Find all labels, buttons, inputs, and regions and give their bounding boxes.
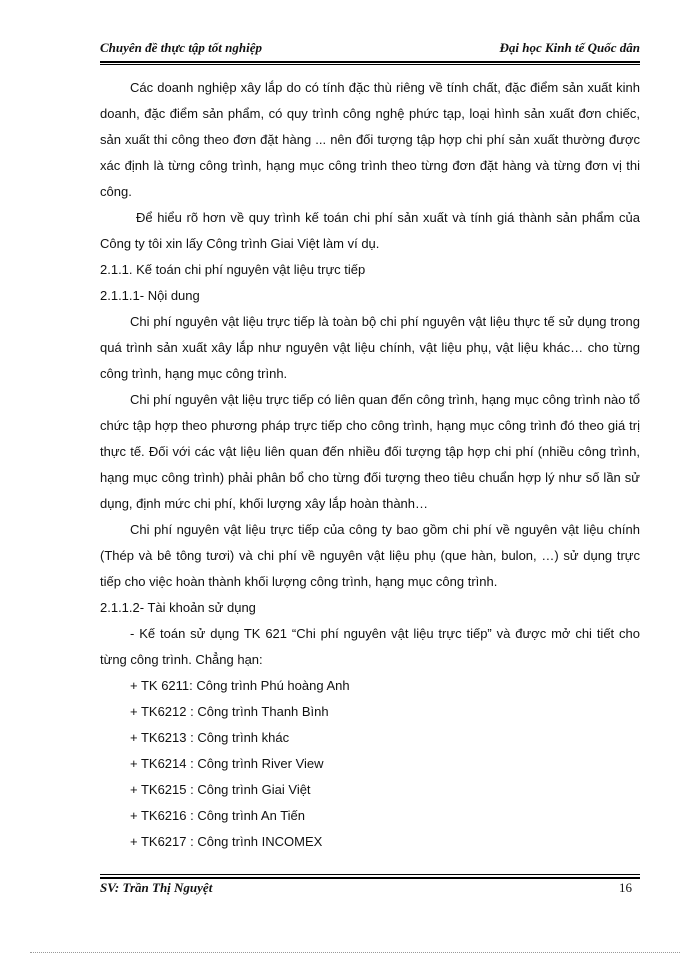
paragraph-3: Chi phí nguyên vật liệu trực tiếp là toàn bộ chi phí nguyên vật liệu thực tế sử dụng trong quá trình sản xuất xây lắp như nguyên vật liệu chính, vật liệu phụ, vật liệu khác… cho từng công trình, hạng mục công trình. (100, 314, 640, 381)
paragraph-2: Để hiểu rõ hơn về quy trình kế toán chi phí sản xuất và tính giá thành sản phẩm của Công ty tôi xin lấy Công trình Giai Việt làm ví dụ. (100, 210, 640, 251)
footer-rule-thick (100, 877, 640, 879)
account-list-item: + TK 6211: Công trình Phú hoàng Anh (130, 678, 350, 693)
header-right-title: Đại học Kinh tế Quốc dân (499, 40, 640, 55)
footer-rule-thin (100, 874, 640, 875)
account-list-item: + TK6216 : Công trình An Tiến (130, 808, 306, 823)
page-number: 16 (619, 880, 632, 895)
paragraph-6: - Kế toán sử dụng TK 621 “Chi phí nguyên vật liệu trực tiếp” và được mở chi tiết cho từng công trình. Chẳng hạn: (100, 626, 640, 667)
paragraph-4: Chi phí nguyên vật liệu trực tiếp có liên quan đến công trình, hạng mục công trình nào tổ chức tập hợp theo phương pháp trực tiếp cho công trình, hạng mục công trình đó theo giá trị thực tế. Đối với các vật liệu liên quan đến nhiều đối tượng tập hợp chi phí (nhiều công trình, hạng mục công trình) phải phân bổ cho từng đối tượng theo tiêu chuẩn hợp lý như số lần sử dụng, định mức chi phí, khối lượng xây lắp hoàn thành… (100, 392, 640, 511)
header-rule-thin (100, 64, 640, 65)
section-heading-2-1-1-2: 2.1.1.2- Tài khoản sử dụng (100, 600, 256, 615)
section-heading-2-1-1-1: 2.1.1.1- Nội dung (100, 288, 200, 303)
header-left-title: Chuyên đề thực tập tốt nghiệp (100, 40, 262, 55)
paragraph-1: Các doanh nghiệp xây lắp do có tính đặc thù riêng về tính chất, đặc điểm sản xuất kinh doanh, đặc điểm sản phẩm, có quy trình công nghệ phức tạp, loại hình sản xuất đơn chiếc, sản xuất thi công theo đơn đặt hàng ... nên đối tượng tập hợp chi phí sản xuất thường được xác định là từng công trình, hạng mục công trình theo từng đơn đặt hàng và từng đơn vị thi công. (100, 80, 640, 199)
section-heading-2-1-1: 2.1.1. Kế toán chi phí nguyên vật liệu trực tiếp (100, 262, 366, 277)
account-list-item: + TK6217 : Công trình INCOMEX (130, 834, 323, 849)
page-bottom-dotted-border (30, 952, 680, 953)
account-list-item: + TK6214 : Công trình River View (130, 756, 324, 771)
footer-author: SV: Trần Thị Nguyệt (100, 880, 213, 895)
paragraph-5: Chi phí nguyên vật liệu trực tiếp của công ty bao gồm chi phí về nguyên vật liệu chính (Thép và bê tông tươi) và chi phí về nguyên vật liệu phụ (que hàn, bulon, …) sử dụng trực tiếp cho việc hoàn thành khối lượng công trình, hạng mục công trình. (100, 522, 640, 589)
account-list-item: + TK6213 : Công trình khác (130, 730, 290, 745)
account-list-item: + TK6215 : Công trình Giai Việt (130, 782, 311, 797)
page-header (100, 40, 640, 60)
page-footer (100, 880, 640, 900)
account-list-item: + TK6212 : Công trình Thanh Bình (130, 704, 329, 719)
page-body (100, 75, 640, 855)
header-rule-thick (100, 61, 640, 63)
